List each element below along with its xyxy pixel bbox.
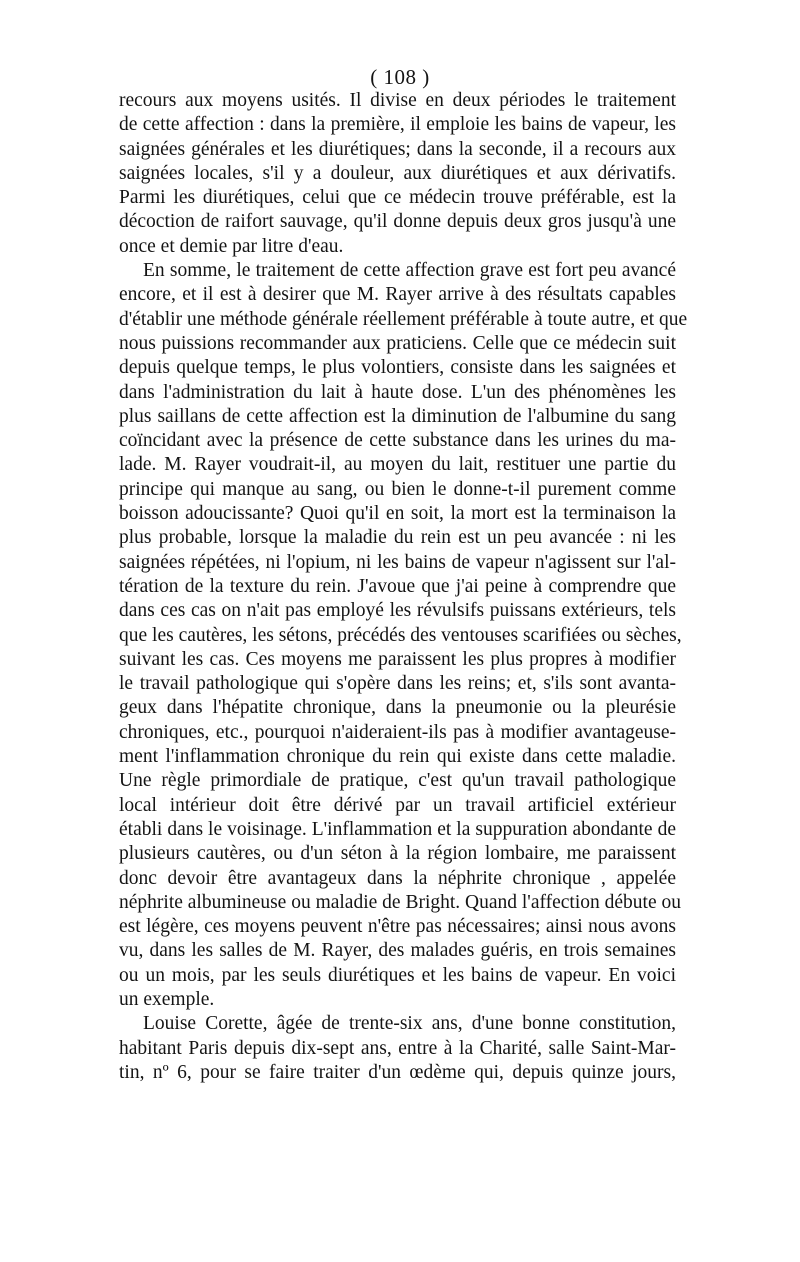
- text-line: ment l'inflammation chronique du rein qui existe dans cette maladie.: [119, 746, 676, 768]
- text-line: donc devoir être avantageux dans la néphrite chronique , appelée: [119, 867, 676, 889]
- text-line: vu, dans les salles de M. Rayer, des malades guéris, en trois semaines: [119, 940, 676, 962]
- text-line: dans l'administration du lait à haute dose. L'un des phénomènes les: [119, 381, 676, 403]
- text-line: est légère, ces moyens peuvent n'être pas nécessaires; ainsi nous avons: [119, 916, 676, 938]
- text-line: plus probable, lorsque la maladie du rein est un peu avancée : ni les: [119, 527, 676, 549]
- text-line: ou un mois, par les seuls diurétiques et les bains de vapeur. En voici: [119, 964, 676, 986]
- page-number: ( 108 ): [370, 65, 430, 89]
- text-line: Une règle primordiale de pratique, c'est qu'un travail pathologique: [119, 770, 676, 792]
- paragraph: [119, 1012, 676, 1085]
- paragraph: [119, 89, 676, 259]
- text-line: décoction de raifort sauvage, qu'il donne depuis deux gros jusqu'à une: [119, 211, 676, 233]
- paragraph: [119, 259, 688, 1012]
- text-line: chroniques, etc., pourquoi n'aideraient-ils pas à modifier avantageuse-: [119, 721, 676, 743]
- text-line: coïncidant avec la présence de cette substance dans les urines du ma-: [119, 430, 676, 452]
- text-line: un exemple.: [119, 988, 215, 1010]
- text-line: recours aux moyens usités. Il divise en deux périodes le traitement: [119, 90, 676, 111]
- text-line: local intérieur doit être dérivé par un travail artificiel extérieur: [119, 794, 676, 816]
- text-line: nous puissions recommander aux praticiens. Celle que ce médecin suit: [119, 332, 676, 354]
- text-line: plusieurs cautères, ou d'un séton à la région lombaire, me paraissent: [119, 843, 676, 865]
- text-line: depuis quelque temps, le plus volontiers, consiste dans les saignées et: [119, 357, 676, 379]
- text-line: Parmi les diurétiques, celui que ce médecin trouve préférable, est la: [119, 187, 676, 209]
- text-line: encore, et il est à desirer que M. Rayer arrive à des résultats capables: [119, 284, 676, 306]
- text-line: tération de la texture du rein. J'avoue que j'ai peine à comprendre que: [119, 575, 676, 597]
- text-line: once et demie par litre d'eau.: [119, 235, 344, 257]
- text-line: principe qui manque au sang, ou bien le donne-t-il purement comme: [119, 478, 676, 500]
- text-line: suivant les cas. Ces moyens me paraissent les plus propres à modifier: [119, 648, 676, 670]
- text-line: habitant Paris depuis dix-sept ans, entre à la Charité, salle Saint-Mar-: [119, 1037, 676, 1059]
- text-line: de cette affection : dans la première, il emploie les bains de vapeur, les: [119, 114, 676, 136]
- text-line: saignées répétées, ni l'opium, ni les bains de vapeur n'agissent sur l'al-: [119, 551, 676, 573]
- text-line: dans ces cas on n'ait pas employé les révulsifs puissans extérieurs, tels: [119, 600, 676, 622]
- text-line: d'établir une méthode générale réellement préférable à toute autre, et que: [119, 308, 688, 330]
- text-line: boisson adoucissante? Quoi qu'il en soit, la mort est la terminaison la: [119, 503, 676, 525]
- text-line: Louise Corette, âgée de trente-six ans, d'une bonne constitution,: [143, 1013, 676, 1035]
- text-line: saignées générales et les diurétiques; dans la seconde, il a recours aux: [119, 138, 676, 160]
- text-line: tin, nº 6, pour se faire traiter d'un œdème qui, depuis quinze jours,: [119, 1061, 676, 1083]
- text-line: saignées locales, s'il y a douleur, aux diurétiques et aux dérivatifs.: [119, 162, 676, 184]
- text-line: plus saillans de cette affection est la diminution de l'albumine du sang: [119, 405, 676, 427]
- text-line: En somme, le traitement de cette affection grave est fort peu avancé: [143, 260, 676, 282]
- text-line: établi dans le voisinage. L'inflammation et la suppuration abondante de: [119, 818, 676, 840]
- body-text: [119, 89, 688, 1085]
- text-line: que les cautères, les sétons, précédés des ventouses scarifiées ou sèches,: [119, 624, 682, 646]
- text-line: geux dans l'hépatite chronique, dans la pneumonie ou la pleurésie: [119, 697, 676, 719]
- text-line: néphrite albumineuse ou maladie de Bright. Quand l'affection débute ou: [119, 891, 681, 913]
- text-line: le travail pathologique qui s'opère dans les reins; et, s'ils sont avanta-: [119, 673, 676, 695]
- text-line: lade. M. Rayer voudrait-il, au moyen du lait, restituer une partie du: [119, 454, 676, 476]
